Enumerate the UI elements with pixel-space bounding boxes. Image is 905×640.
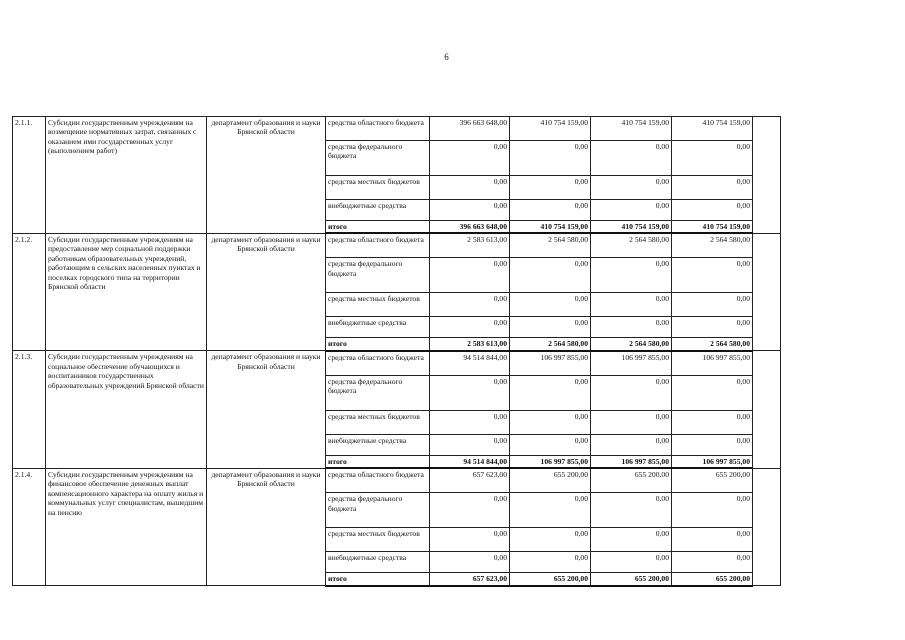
funding-source: итого bbox=[326, 338, 430, 351]
amount-cell: 0,00 bbox=[510, 258, 591, 293]
amount-cell: 2 583 613,00 bbox=[430, 233, 510, 258]
amount-cell: 106 997 855,00 bbox=[510, 351, 591, 376]
funding-source: средства федерального бюджета bbox=[326, 258, 430, 293]
empty-column-cell bbox=[753, 233, 781, 350]
amount-cell: 0,00 bbox=[672, 528, 753, 552]
amount-cell: 0,00 bbox=[672, 552, 753, 573]
amount-cell: 0,00 bbox=[672, 258, 753, 293]
amount-cell: 410 754 159,00 bbox=[510, 117, 591, 141]
amount-cell: 396 663 648,00 bbox=[430, 221, 510, 234]
funding-source: средства областного бюджета bbox=[326, 468, 430, 493]
item-description: Субсидии государственным учреждениям на социальное обеспечение обучающихся и воспитанников государственных образовательных учреждений Брянской области bbox=[46, 351, 207, 468]
amount-cell: 0,00 bbox=[430, 293, 510, 317]
funding-source: внебюджетные средства bbox=[326, 434, 430, 455]
amount-cell: 2 564 580,00 bbox=[510, 338, 591, 351]
funding-source: средства местных бюджетов bbox=[326, 293, 430, 317]
amount-cell: 0,00 bbox=[430, 552, 510, 573]
amount-cell: 0,00 bbox=[672, 200, 753, 221]
amount-cell: 0,00 bbox=[510, 493, 591, 528]
item-number: 2.1.4. bbox=[13, 468, 46, 585]
amount-cell: 0,00 bbox=[672, 375, 753, 410]
amount-cell: 0,00 bbox=[591, 493, 672, 528]
amount-cell: 657 623,00 bbox=[430, 573, 510, 586]
item-description: Субсидии государственным учреждениям на предоставление мер социальной поддержки работникам образовательных учреждений, работающим в сельских населенных пунктах и поселках городского типа на территории Брянской области bbox=[46, 233, 207, 350]
funding-source: внебюджетные средства bbox=[326, 552, 430, 573]
funding-row bbox=[13, 351, 781, 376]
amount-cell: 2 564 580,00 bbox=[591, 338, 672, 351]
item-description: Субсидии государственным учреждениям на возмещение нормативных затрат, связанных с оказанием ими государственных услуг (выполнением работ) bbox=[46, 117, 207, 234]
amount-cell: 410 754 159,00 bbox=[510, 221, 591, 234]
page-number: 6 bbox=[444, 52, 449, 62]
amount-cell: 0,00 bbox=[591, 375, 672, 410]
amount-cell: 0,00 bbox=[591, 434, 672, 455]
amount-cell: 657 623,00 bbox=[430, 468, 510, 493]
amount-cell: 106 997 855,00 bbox=[672, 351, 753, 376]
amount-cell: 0,00 bbox=[672, 141, 753, 176]
amount-cell: 0,00 bbox=[430, 528, 510, 552]
amount-cell: 655 200,00 bbox=[510, 573, 591, 586]
amount-cell: 0,00 bbox=[591, 528, 672, 552]
amount-cell: 0,00 bbox=[672, 410, 753, 434]
amount-cell: 0,00 bbox=[672, 493, 753, 528]
amount-cell: 0,00 bbox=[510, 434, 591, 455]
amount-cell: 410 754 159,00 bbox=[672, 221, 753, 234]
amount-cell: 0,00 bbox=[430, 141, 510, 176]
amount-cell: 0,00 bbox=[591, 293, 672, 317]
amount-cell: 2 564 580,00 bbox=[510, 233, 591, 258]
amount-cell: 410 754 159,00 bbox=[672, 117, 753, 141]
funding-row bbox=[13, 233, 781, 258]
responsible-department: департамент образования и науки Брянской области bbox=[207, 351, 326, 468]
amount-cell: 655 200,00 bbox=[510, 468, 591, 493]
funding-source: итого bbox=[326, 573, 430, 586]
funding-source: внебюджетные средства bbox=[326, 317, 430, 338]
amount-cell: 0,00 bbox=[430, 434, 510, 455]
funding-source: внебюджетные средства bbox=[326, 200, 430, 221]
amount-cell: 0,00 bbox=[510, 375, 591, 410]
amount-cell: 0,00 bbox=[591, 552, 672, 573]
amount-cell: 2 564 580,00 bbox=[591, 233, 672, 258]
amount-cell: 0,00 bbox=[510, 410, 591, 434]
responsible-department: департамент образования и науки Брянской области bbox=[207, 468, 326, 585]
amount-cell: 0,00 bbox=[672, 317, 753, 338]
funding-source: средства федерального бюджета bbox=[326, 493, 430, 528]
amount-cell: 2 564 580,00 bbox=[672, 233, 753, 258]
amount-cell: 655 200,00 bbox=[672, 573, 753, 586]
item-description: Субсидии государственным учреждениям на финансовое обеспечение денежных выплат компенсационного характера на оплату жилья и коммунальных услуг специалистам, вышедшим на пенсию bbox=[46, 468, 207, 585]
amount-cell: 0,00 bbox=[672, 434, 753, 455]
amount-cell: 0,00 bbox=[510, 141, 591, 176]
funding-row bbox=[13, 117, 781, 141]
amount-cell: 106 997 855,00 bbox=[591, 455, 672, 468]
funding-source: средства областного бюджета bbox=[326, 351, 430, 376]
empty-column-cell bbox=[753, 351, 781, 468]
amount-cell: 0,00 bbox=[510, 176, 591, 200]
amount-cell: 106 997 855,00 bbox=[672, 455, 753, 468]
funding-source: средства областного бюджета bbox=[326, 233, 430, 258]
responsible-department: департамент образования и науки Брянской области bbox=[207, 117, 326, 234]
amount-cell: 0,00 bbox=[591, 200, 672, 221]
responsible-department: департамент образования и науки Брянской области bbox=[207, 233, 326, 350]
funding-source: средства местных бюджетов bbox=[326, 176, 430, 200]
amount-cell: 0,00 bbox=[430, 176, 510, 200]
amount-cell: 0,00 bbox=[510, 200, 591, 221]
item-number: 2.1.1. bbox=[13, 117, 46, 234]
amount-cell: 655 200,00 bbox=[672, 468, 753, 493]
amount-cell: 0,00 bbox=[510, 552, 591, 573]
amount-cell: 0,00 bbox=[591, 141, 672, 176]
amount-cell: 94 514 844,00 bbox=[430, 351, 510, 376]
empty-column-cell bbox=[753, 468, 781, 585]
funding-source: средства местных бюджетов bbox=[326, 528, 430, 552]
amount-cell: 2 583 613,00 bbox=[430, 338, 510, 351]
item-number: 2.1.2. bbox=[13, 233, 46, 350]
amount-cell: 0,00 bbox=[672, 176, 753, 200]
amount-cell: 0,00 bbox=[591, 258, 672, 293]
amount-cell: 0,00 bbox=[510, 528, 591, 552]
funding-source: итого bbox=[326, 221, 430, 234]
amount-cell: 0,00 bbox=[430, 317, 510, 338]
amount-cell: 0,00 bbox=[430, 200, 510, 221]
funding-source: итого bbox=[326, 455, 430, 468]
budget-table bbox=[12, 116, 781, 587]
funding-row bbox=[13, 468, 781, 493]
empty-column-cell bbox=[753, 117, 781, 234]
funding-source: средства федерального бюджета bbox=[326, 375, 430, 410]
amount-cell: 0,00 bbox=[591, 410, 672, 434]
amount-cell: 106 997 855,00 bbox=[510, 455, 591, 468]
funding-source: средства областного бюджета bbox=[326, 117, 430, 141]
amount-cell: 106 997 855,00 bbox=[591, 351, 672, 376]
amount-cell: 0,00 bbox=[430, 375, 510, 410]
amount-cell: 655 200,00 bbox=[591, 573, 672, 586]
amount-cell: 2 564 580,00 bbox=[672, 338, 753, 351]
amount-cell: 0,00 bbox=[430, 493, 510, 528]
amount-cell: 94 514 844,00 bbox=[430, 455, 510, 468]
amount-cell: 0,00 bbox=[430, 410, 510, 434]
amount-cell: 0,00 bbox=[430, 258, 510, 293]
funding-source: средства местных бюджетов bbox=[326, 410, 430, 434]
amount-cell: 0,00 bbox=[510, 293, 591, 317]
amount-cell: 0,00 bbox=[672, 293, 753, 317]
amount-cell: 410 754 159,00 bbox=[591, 117, 672, 141]
amount-cell: 0,00 bbox=[591, 176, 672, 200]
amount-cell: 410 754 159,00 bbox=[591, 221, 672, 234]
amount-cell: 655 200,00 bbox=[591, 468, 672, 493]
amount-cell: 0,00 bbox=[591, 317, 672, 338]
amount-cell: 0,00 bbox=[510, 317, 591, 338]
amount-cell: 396 663 648,00 bbox=[430, 117, 510, 141]
funding-source: средства федерального бюджета bbox=[326, 141, 430, 176]
item-number: 2.1.3. bbox=[13, 351, 46, 468]
